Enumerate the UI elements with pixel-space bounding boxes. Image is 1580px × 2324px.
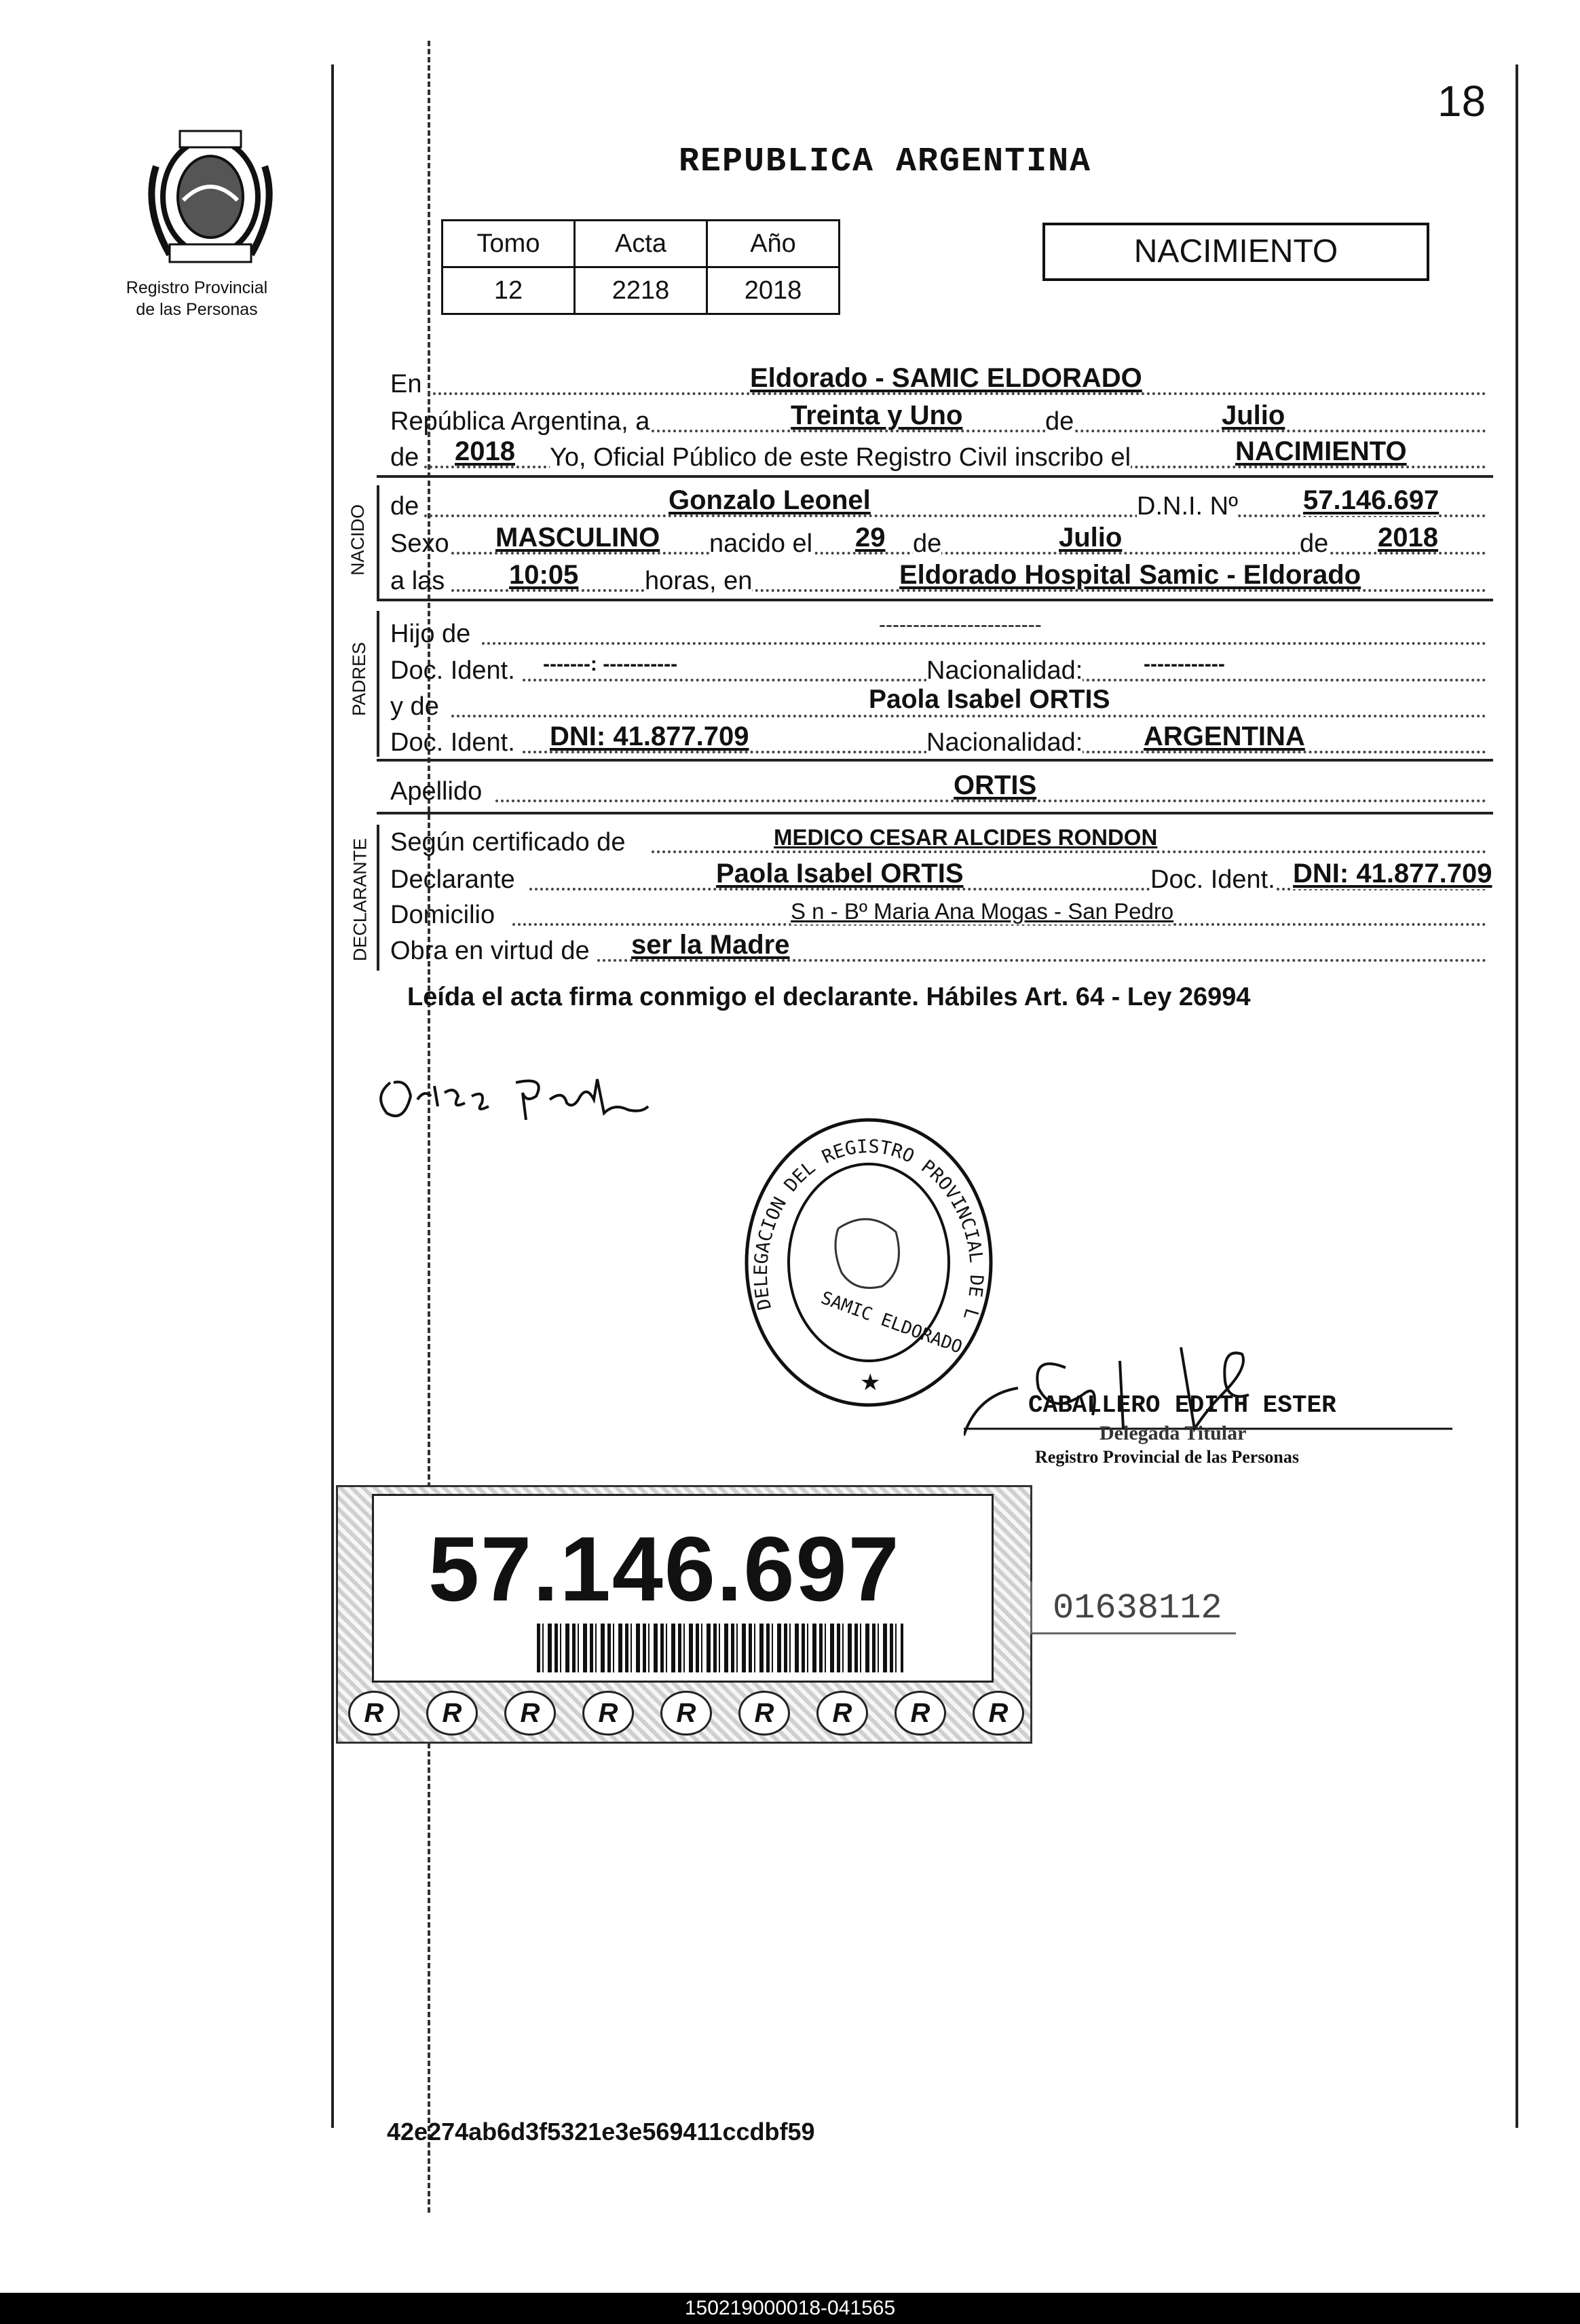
name-value: Gonzalo Leonel — [669, 485, 871, 515]
record-value-tomo: 12 — [443, 267, 575, 314]
month-value: Julio — [1222, 400, 1285, 430]
mother-nat: ARGENTINA — [1144, 721, 1305, 751]
row-republica — [390, 400, 1490, 439]
father-nat: ------------ — [1144, 653, 1225, 675]
mother-dots — [451, 715, 1486, 717]
nacido-bracket — [377, 485, 379, 601]
day-value: Treinta y Uno — [791, 400, 963, 430]
row-mother-doc — [390, 721, 1490, 760]
official-signature — [964, 1341, 1452, 1476]
dni-label: D.N.I. Nº — [1137, 492, 1238, 521]
svg-text:DELEGACION DEL REGISTRO PROVIN: DELEGACION DEL REGISTRO PROVINCIAL DE L — [750, 1136, 988, 1323]
divider-padres — [377, 759, 1493, 762]
declarante-value: Paola Isabel ORTIS — [716, 859, 964, 888]
dni-sticker — [336, 1485, 1032, 1744]
section-label-nacido: NACIDO — [347, 504, 369, 576]
obra-label: Obra en virtud de — [390, 937, 590, 965]
place-value: Eldorado Hospital Samic - Eldorado — [899, 560, 1361, 590]
footer-code: 150219000018-041565 — [0, 2293, 1580, 2324]
official-name: CABALLERO EDITH ESTER — [1028, 1391, 1336, 1419]
de-label-birth-month: de — [913, 529, 942, 558]
doc-ident-label-father: Doc. Ident. — [390, 656, 515, 685]
left-margin-line — [331, 64, 334, 2128]
yo-text: Yo, Oficial Público de este Registro Civil inscribo el — [550, 443, 1131, 472]
barcode — [537, 1624, 903, 1672]
r-mark-3: R — [504, 1691, 556, 1736]
en-value: Eldorado - SAMIC ELDORADO — [750, 363, 1142, 393]
hash-code: 42e274ab6d3f5321e3e569411ccdbf59 — [387, 2118, 815, 2145]
nacionalidad-label-mother: Nacionalidad: — [926, 728, 1083, 757]
segun-dots — [652, 850, 1486, 853]
document-title: REPUBLICA ARGENTINA — [679, 143, 1092, 181]
sexo-value: MASCULINO — [495, 523, 660, 552]
divider-apellido — [377, 812, 1493, 814]
svg-text:SAMIC ELDORADO: SAMIC ELDORADO — [818, 1288, 965, 1358]
r-mark-2: R — [426, 1691, 478, 1736]
page-number: 18 — [1437, 77, 1486, 126]
dni-value: 57.146.697 — [1303, 485, 1440, 515]
hijo-label: Hijo de — [390, 620, 471, 648]
row-segun — [390, 825, 1490, 860]
declarante-label: Declarante — [390, 865, 515, 894]
record-header-tomo: Tomo — [443, 221, 575, 267]
record-value-ano: 2018 — [707, 267, 840, 314]
row-declarante — [390, 859, 1492, 897]
logo-org-line1: Registro Provincial — [126, 278, 268, 297]
birth-year: 2018 — [1378, 523, 1438, 552]
row-obra — [390, 930, 1490, 969]
official-stamp — [736, 1113, 1001, 1415]
sexo-label: Sexo — [390, 529, 449, 558]
segun-label: Según certificado de — [390, 828, 626, 857]
r-mark-6: R — [738, 1691, 790, 1736]
row-time — [390, 560, 1490, 599]
row-sexo — [390, 523, 1490, 561]
horas-label: horas, en — [645, 567, 753, 595]
apellido-label: Apellido — [390, 777, 483, 806]
sticker-dni-number: 57.146.697 — [428, 1518, 901, 1620]
section-label-padres: PADRES — [349, 641, 370, 717]
record-header-ano: Año — [707, 221, 840, 267]
right-margin-line — [1516, 64, 1518, 2128]
record-header-acta: Acta — [575, 221, 707, 267]
row-year — [390, 436, 1490, 475]
dni-sticker-label — [372, 1494, 994, 1683]
r-mark-5: R — [660, 1691, 712, 1736]
y-de-label: y de — [390, 692, 439, 721]
row-father-doc — [390, 653, 1490, 688]
declarante-bracket — [377, 825, 379, 971]
row-apellido — [390, 770, 1490, 809]
de-label-month: de — [1045, 407, 1074, 436]
row-name — [390, 485, 1490, 524]
father-doc: -------: ----------- — [543, 653, 678, 675]
de-label-name: de — [390, 492, 419, 521]
nacido-label: nacido el — [709, 529, 813, 558]
birth-day: 29 — [855, 523, 886, 552]
domicilio-label: Domicilio — [390, 901, 495, 929]
de-label-year: de — [390, 443, 419, 472]
en-label: En — [390, 370, 422, 398]
domicilio-value: S n - Bº Maria Ana Mogas - San Pedro — [791, 899, 1174, 924]
nacionalidad-label-father: Nacionalidad: — [926, 656, 1083, 685]
serial-number: 01638112 — [1030, 1581, 1236, 1634]
republica-label: República Argentina, a — [390, 407, 650, 436]
apellido-value: ORTIS — [954, 770, 1037, 800]
row-hijo — [390, 616, 1490, 652]
hijo-dots — [482, 642, 1486, 645]
r-mark-4: R — [582, 1691, 634, 1736]
record-type-box: NACIMIENTO — [1042, 223, 1429, 281]
province-seal-logo — [143, 126, 278, 275]
doc-ident-label-declarante: Doc. Ident. — [1150, 865, 1275, 894]
r-mark-9: R — [973, 1691, 1024, 1736]
divider-intro — [377, 475, 1493, 478]
handwritten-signature — [370, 1055, 655, 1133]
legal-text: Leída el acta firma conmigo el declarante. Hábiles Art. 64 - Ley 26994 — [407, 983, 1251, 1011]
r-mark-7: R — [816, 1691, 868, 1736]
official-org: Registro Provincial de las Personas — [1035, 1447, 1300, 1467]
svg-text:★: ★ — [860, 1370, 881, 1395]
section-label-declarante: DECLARANTE — [350, 838, 371, 962]
padres-bracket — [377, 611, 379, 757]
hijo-value: ------------------------ — [879, 614, 1042, 636]
divider-nacido — [377, 599, 1493, 601]
r-mark-8: R — [895, 1691, 946, 1736]
segun-value: MEDICO CESAR ALCIDES RONDON — [774, 825, 1158, 850]
birth-month: Julio — [1059, 523, 1123, 552]
mother-name: Paola Isabel ORTIS — [869, 685, 1110, 714]
row-en — [390, 363, 1490, 402]
a-las-label: a las — [390, 567, 445, 595]
mother-doc: DNI: 41.877.709 — [550, 721, 749, 751]
record-value-acta: 2218 — [575, 267, 707, 314]
declarante-doc: DNI: 41.877.709 — [1293, 859, 1492, 888]
de-label-birth-year: de — [1300, 529, 1329, 558]
obra-value: ser la Madre — [631, 930, 790, 960]
inscribo-value: NACIMIENTO — [1235, 436, 1407, 466]
row-mother — [390, 685, 1490, 724]
official-role: Delegada Titular — [1099, 1422, 1247, 1444]
logo-org-line2: de las Personas — [136, 300, 258, 319]
r-mark-1: R — [348, 1691, 400, 1736]
year-value: 2018 — [455, 436, 515, 466]
doc-ident-label-mother: Doc. Ident. — [390, 728, 515, 757]
row-domicilio — [390, 897, 1490, 933]
time-value: 10:05 — [509, 560, 579, 590]
record-table — [441, 219, 840, 315]
